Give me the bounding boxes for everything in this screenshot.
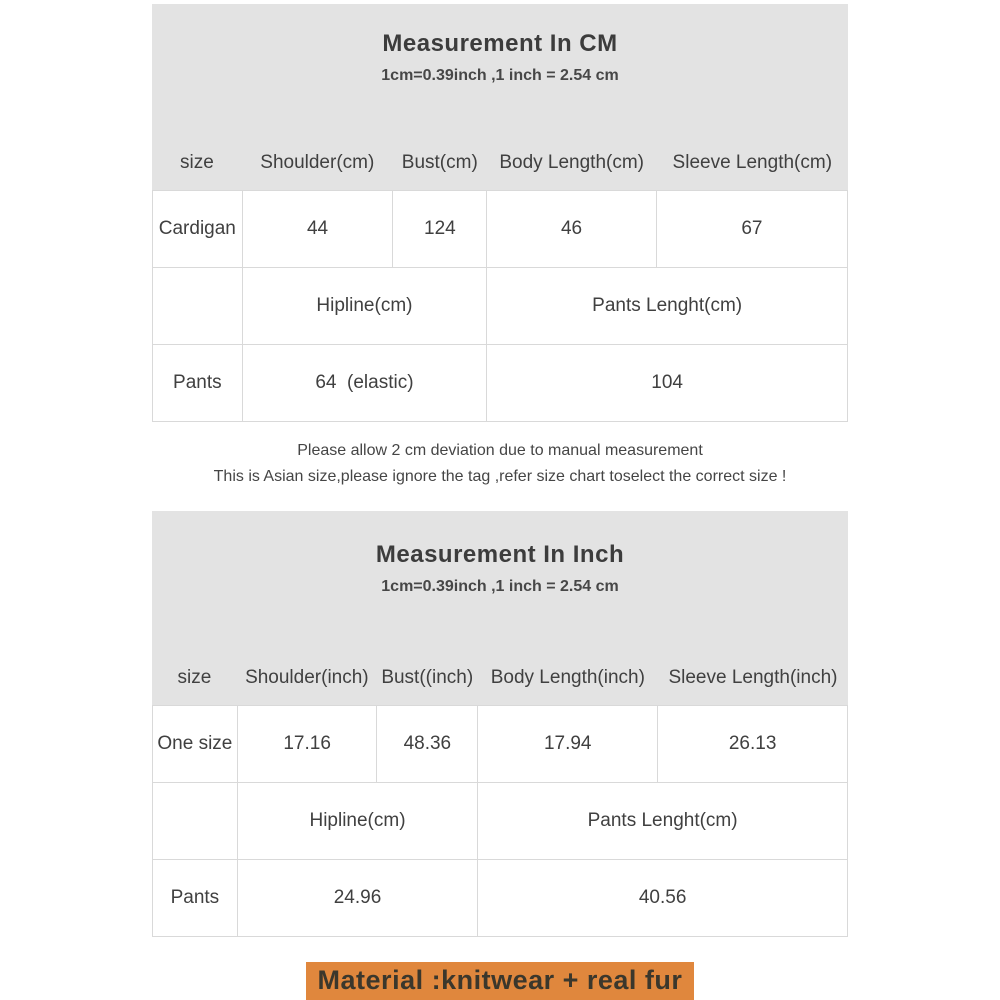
cm-row-pants — [153, 345, 848, 422]
inch-column-headers — [152, 667, 848, 689]
material-footer — [152, 962, 848, 1000]
cm-cardigan-shoulder: 44 — [242, 191, 393, 268]
cm-cardigan-body-length: 46 — [487, 191, 657, 268]
cm-title: Measurement In CM — [382, 30, 618, 57]
cm-cardigan-label: Cardigan — [153, 191, 243, 268]
cm-cardigan-sleeve-length: 67 — [656, 191, 847, 268]
inch-one-size-body-length: 17.94 — [478, 706, 658, 783]
cm-table — [152, 190, 848, 422]
cm-cardigan-bust: 124 — [393, 191, 487, 268]
note-line-2: This is Asian size,please ignore the tag ,refer size chart toselect the correct size ! — [213, 468, 787, 485]
inch-header-bust: Bust((inch) — [381, 667, 474, 688]
cm-subtitle: 1cm=0.39inch ,1 inch = 2.54 cm — [381, 67, 619, 84]
inch-header-body-length: Body Length(inch) — [490, 667, 645, 688]
inch-subtitle: 1cm=0.39inch ,1 inch = 2.54 cm — [381, 578, 619, 595]
inch-row-pants — [153, 860, 848, 937]
inch-title: Measurement In Inch — [375, 541, 625, 568]
inch-subheader-pants-length: Pants Lenght(cm) — [478, 783, 848, 860]
inch-one-size-label: One size — [153, 706, 238, 783]
cm-pants-length: 104 — [487, 345, 848, 422]
inch-header-row — [152, 667, 848, 689]
inch-subheader-empty — [153, 783, 238, 860]
cm-header-bust: Bust(cm) — [401, 152, 478, 173]
cm-row-subheaders — [153, 268, 848, 345]
inch-one-size-bust: 48.36 — [377, 706, 478, 783]
cm-header-body-length: Body Length(cm) — [499, 152, 645, 173]
inch-table — [152, 705, 848, 937]
inch-header-size: size — [177, 667, 212, 688]
inch-one-size-shoulder: 17.16 — [237, 706, 377, 783]
cm-subheader-hipline: Hipline(cm) — [242, 268, 487, 345]
inch-one-size-sleeve-length: 26.13 — [658, 706, 848, 783]
inch-header-shoulder: Shoulder(inch) — [245, 667, 369, 688]
cm-row-cardigan — [153, 191, 848, 268]
cm-header-row — [152, 152, 848, 174]
note-line-1: Please allow 2 cm deviation due to manual measurement — [297, 442, 703, 459]
inch-header-sleeve-length: Sleeve Length(inch) — [668, 667, 838, 688]
inch-section-header — [152, 511, 848, 705]
cm-header-size: size — [179, 152, 214, 173]
inch-pants-label: Pants — [153, 860, 238, 937]
size-chart-page — [152, 4, 848, 1000]
cm-section-header — [152, 4, 848, 190]
cm-header-shoulder: Shoulder(cm) — [260, 152, 375, 173]
cm-subheader-empty — [153, 268, 243, 345]
cm-column-headers — [152, 152, 848, 174]
cm-pants-label: Pants — [153, 345, 243, 422]
cm-pants-hipline: 64 (elastic) — [242, 345, 487, 422]
inch-subheader-hipline: Hipline(cm) — [237, 783, 477, 860]
material-label: Material :knitwear + real fur — [306, 962, 695, 1000]
inch-row-one-size — [153, 706, 848, 783]
cm-header-sleeve-length: Sleeve Length(cm) — [672, 152, 833, 173]
cm-subheader-pants-length: Pants Lenght(cm) — [487, 268, 848, 345]
inch-pants-length: 40.56 — [478, 860, 848, 937]
inch-pants-hipline: 24.96 — [237, 860, 477, 937]
measurement-notes — [152, 438, 848, 490]
inch-row-subheaders — [153, 783, 848, 860]
